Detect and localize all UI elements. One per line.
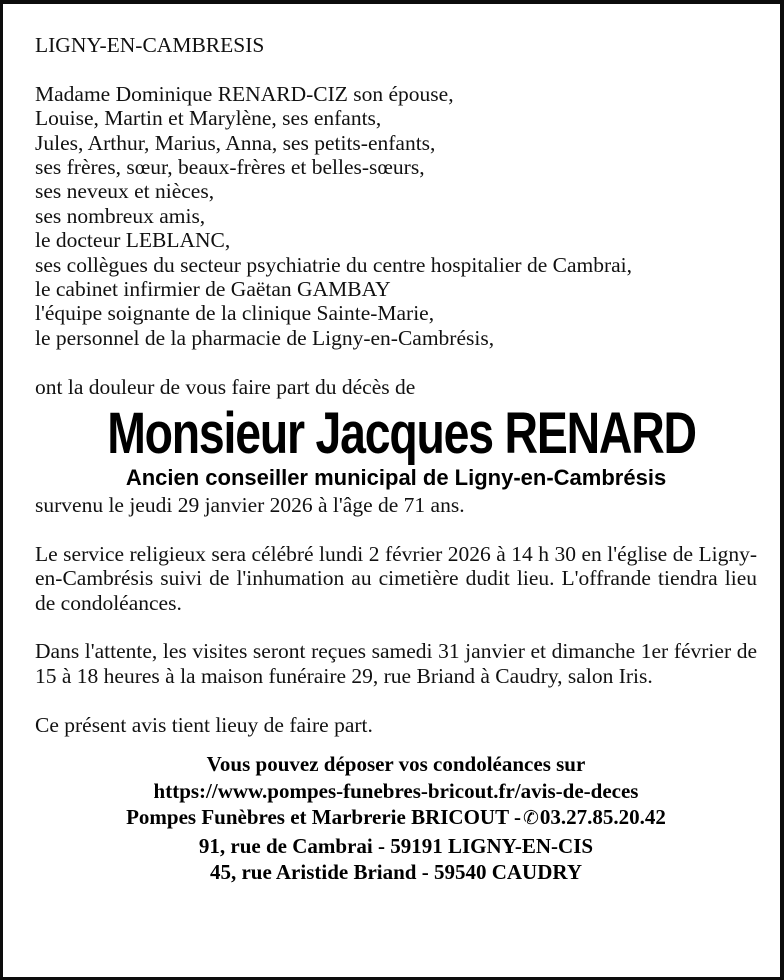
- family-line: le personnel de la pharmacie de Ligny-en-Cambrésis,: [35, 325, 495, 350]
- family-line: ses frères, sœur, beaux-frères et belles-sœurs,: [35, 155, 425, 180]
- family-list: [35, 82, 757, 350]
- spacer: [35, 615, 757, 639]
- spacer: [35, 517, 757, 541]
- closing-text: Ce présent avis tient lieuy de faire part.: [35, 712, 373, 737]
- family-line: l'équipe soignante de la clinique Sainte-Marie,: [35, 301, 435, 326]
- phone-number[interactable]: 03.27.85.20.42: [539, 805, 666, 830]
- family-line: Madame Dominique RENARD-CIZ son épouse,: [35, 81, 454, 106]
- notice-content: [35, 33, 757, 886]
- family-line: Louise, Martin et Marylène, ses enfants,: [35, 106, 382, 131]
- address-caudry: 45, rue Aristide Briand - 59540 CAUDRY: [209, 860, 582, 885]
- spacer: [35, 688, 757, 712]
- death-info: survenu le jeudi 29 janvier 2026 à l'âge de 71 ans.: [35, 493, 465, 518]
- family-line: ses nombreux amis,: [35, 203, 206, 228]
- condolences-url[interactable]: https://www.pompes-funebres-bricout.fr/avis-de-deces: [153, 778, 639, 803]
- spacer: [35, 350, 757, 374]
- funeral-home-footer: [35, 751, 757, 886]
- location-heading: LIGNY-EN-CAMBRESIS: [35, 33, 265, 57]
- family-line: le cabinet infirmier de Gaëtan GAMBAY: [35, 277, 391, 302]
- family-line: ses collègues du secteur psychiatrie du centre hospitalier de Cambrai,: [35, 252, 633, 277]
- address-ligny: 91, rue de Cambrai - 59191 LIGNY-EN-CIS: [198, 833, 594, 858]
- condolences-text: Vous pouvez déposer vos condoléances sur: [206, 752, 586, 777]
- family-line: ses neveux et nièces,: [35, 179, 215, 204]
- family-line: Jules, Arthur, Marius, Anna, ses petits-enfants,: [35, 130, 436, 155]
- phone-icon: ✆: [522, 808, 539, 830]
- spacer: [35, 57, 757, 81]
- service-paragraph: Le service religieux sera célébré lundi 2 février 2026 à 14 h 30 en l'église de Ligny-en-Cambrésis suivi de l'inhumation au cimetière dudit lieu. L'offrande tiendra lieu de condoléances.: [35, 541, 757, 615]
- company-name: Pompes Funèbres et Marbrerie BRICOUT -: [126, 805, 521, 830]
- deceased-name: Monsieur Jacques RENARD: [107, 401, 696, 467]
- visits-paragraph: Dans l'attente, les visites seront reçues samedi 31 janvier et dimanche 1er février de 15 à 18 heures à la maison funéraire 29, rue Briand à Caudry, salon Iris.: [35, 639, 757, 688]
- announcement-text: ont la douleur de vous faire part du décès de: [35, 374, 416, 399]
- deceased-title: Ancien conseiller municipal de Ligny-en-Cambrésis: [125, 465, 667, 491]
- family-line: le docteur LEBLANC,: [35, 228, 231, 253]
- company-line: [35, 804, 757, 833]
